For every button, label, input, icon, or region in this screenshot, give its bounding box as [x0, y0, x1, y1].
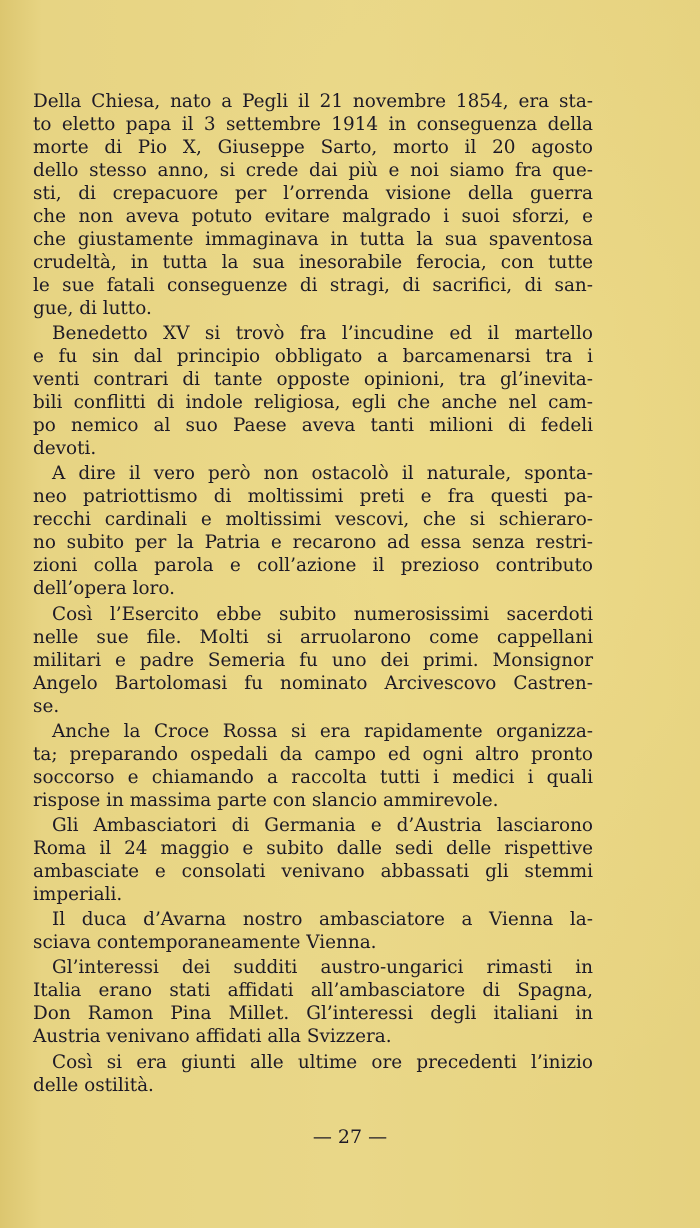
- text-line: gue, di lutto.: [33, 298, 152, 319]
- text-line: sciava contemporaneamente Vienna.: [33, 932, 377, 954]
- text-line: crudeltà, in tutta la sua inesorabile ferocia, con tutte: [33, 252, 593, 273]
- text-line: bili conflitti di indole religiosa, egli che anche nel cam-: [33, 392, 593, 414]
- text-line: Gl’interessi dei sudditi austro-ungarici rimasti in: [52, 957, 593, 979]
- paragraph-9: [33, 1051, 593, 1097]
- body-text: [33, 90, 593, 1099]
- paragraph-2: [33, 322, 593, 460]
- paragraph-5: [33, 720, 593, 812]
- text-line: Italia erano stati affidati all’ambasciatore di Spagna,: [33, 980, 593, 1002]
- text-line: po nemico al suo Paese aveva tanti milioni di fedeli: [33, 415, 593, 437]
- text-line: Anche la Croce Rossa si era rapidamente organizza-: [52, 720, 593, 742]
- text-line: ambasciate e consolati venivano abbassati gli stemmi: [33, 860, 593, 882]
- text-line: Austria venivano affidati alla Svizzera.: [33, 1026, 392, 1048]
- text-line: Il duca d’Avarna nostro ambasciatore a Vienna la-: [52, 909, 593, 931]
- text-line: A dire il vero però non ostacolò il naturale, sponta-: [52, 463, 593, 485]
- text-line: Così si era giunti alle ultime ore precedenti l’inizio: [52, 1051, 593, 1073]
- text-line: che giustamente immaginava in tutta la sua spaventosa: [33, 229, 593, 250]
- paragraph-1: [33, 90, 593, 320]
- text-line: devoti.: [33, 438, 97, 460]
- text-line: nelle sue file. Molti si arruolarono come cappellani: [33, 626, 593, 648]
- text-line: delle ostilità.: [33, 1074, 154, 1096]
- text-line: Della Chiesa, nato a Pegli il 21 novembre 1854, era sta-: [33, 91, 593, 112]
- text-line: sti, di crepacuore per l’orrenda visione della guerra: [33, 183, 593, 204]
- page-number: — 27 —: [312, 1126, 388, 1148]
- text-line: e fu sin dal principio obbligato a barcamenarsi tra i: [33, 346, 593, 368]
- text-line: ta; preparando ospedali da campo ed ogni altro pronto: [33, 743, 593, 765]
- text-line: rispose in massima parte con slancio ammirevole.: [33, 789, 499, 811]
- text-line: che non aveva potuto evitare malgrado i suoi sforzi, e: [33, 206, 593, 227]
- text-line: venti contrari di tante opposte opinioni, tra gl’inevita-: [33, 369, 593, 391]
- text-line: Don Ramon Pina Millet. Gl’interessi degli italiani in: [33, 1003, 593, 1025]
- text-line: morte di Pio X, Giuseppe Sarto, morto il 20 agosto: [33, 137, 593, 158]
- text-line: no subito per la Patria e recarono ad essa senza restri-: [33, 532, 593, 554]
- text-line: to eletto papa il 3 settembre 1914 in conseguenza della: [33, 114, 593, 135]
- text-line: imperiali.: [33, 883, 123, 905]
- paragraph-4: [33, 603, 593, 718]
- paragraph-6: [33, 814, 593, 906]
- text-line: recchi cardinali e moltissimi vescovi, che si schieraro-: [33, 509, 593, 531]
- text-line: Roma il 24 maggio e subito dalle sedi delle rispettive: [33, 837, 593, 859]
- text-line: dello stesso anno, si crede dai più e noi siamo fra que-: [33, 160, 593, 181]
- text-line: Benedetto XV si trovò fra l’incudine ed il martello: [52, 323, 593, 345]
- text-line: Così l’Esercito ebbe subito numerosissimi sacerdoti: [52, 603, 593, 625]
- text-line: dell’opera loro.: [33, 578, 175, 600]
- text-line: militari e padre Semeria fu uno dei primi. Monsignor: [33, 649, 593, 671]
- paragraph-8: [33, 956, 593, 1048]
- text-line: soccorso e chiamando a raccolta tutti i medici i quali: [33, 766, 593, 788]
- text-line: Gli Ambasciatori di Germania e d’Austria lasciarono: [52, 814, 593, 836]
- text-line: neo patriottismo di moltissimi preti e fra questi pa-: [33, 486, 593, 508]
- text-line: se.: [33, 695, 60, 717]
- text-line: zioni colla parola e coll’azione il prezioso contributo: [33, 555, 593, 577]
- paragraph-7: [33, 908, 593, 954]
- text-line: Angelo Bartolomasi fu nominato Arcivescovo Castren-: [33, 672, 593, 694]
- paragraph-3: [33, 462, 593, 600]
- text-line: le sue fatali conseguenze di stragi, di sacrifici, di san-: [33, 275, 593, 296]
